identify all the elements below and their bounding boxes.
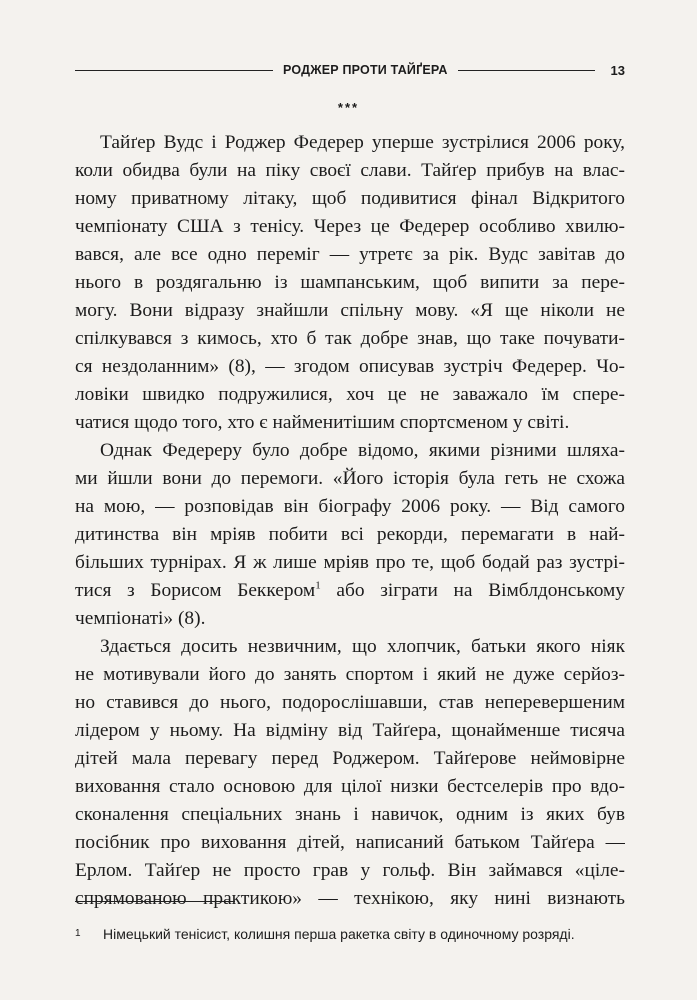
body-line: чемпіонаті» (8).: [75, 608, 206, 629]
running-title: РОДЖЕР ПРОТИ ТАЙҐЕРА: [283, 63, 448, 77]
body-line-text: тися з Борисом Беккером: [75, 580, 316, 601]
body-line: Тайґер Вудс і Роджер Федерер уперше зустрілися 2006 року,: [100, 132, 625, 153]
body-line: на мою, — розповідав він біографу 2006 року. — Від самого: [75, 496, 625, 517]
body-line: ся нездоланним» (8), — згодом описував зустріч Федерер. Чо-: [75, 356, 625, 377]
body-line: більших турнірах. Я ж лише мріяв про те, щоб бодай раз зустрі-: [75, 552, 625, 573]
body-line: спрямованою практикою» — технікою, яку нині визнають: [75, 888, 625, 909]
body-line-with-footnote-ref: [75, 577, 625, 605]
body-line: Ерлом. Тайґер не просто грав у гольф. Він займався «ціле-: [75, 860, 625, 881]
footnote: [75, 924, 625, 944]
body-line: ми йшли вони до перемоги. «Його історія була геть не схожа: [75, 468, 625, 489]
body-line: ному приватному літаку, щоб подивитися фінал Відкритого: [75, 188, 625, 209]
footnote-number: 1: [75, 928, 81, 939]
body-line: виховання стало основою для цілої низки бестселерів про вдо-: [75, 776, 625, 797]
page-number: 13: [610, 62, 625, 78]
body-line: ловіки швидко подружилися, хоч це не заважало їм спере-: [75, 384, 625, 405]
body-line: лідером у ньому. На відміну від Тайґера, щонайменше тисяча: [75, 720, 625, 741]
body-line: посібник про виховання дітей, написаний батьком Тайґера —: [75, 832, 625, 853]
body-line: не мотивували його до занять спортом і який не дуже серйоз-: [75, 664, 625, 685]
body-line: Здається досить незвичним, що хлопчик, батьки якого ніяк: [100, 636, 625, 657]
running-header: [75, 58, 625, 82]
body-line-text-tail: або зіграти на Вімблдонському: [320, 580, 625, 601]
footnote-ref-mark: 1: [315, 579, 321, 592]
body-line: Однак Федереру було добре відомо, якими різними шляха-: [100, 440, 625, 461]
body-line: сконалення спеціальних знань і навичок, одним із яких був: [75, 804, 625, 825]
body-line: коли обидва були на піку своєї слави. Тайґер прибув на влас-: [75, 160, 625, 181]
body-line: но ставився до нього, подорослішавши, став неперевершеним: [75, 692, 625, 713]
body-line: дитинства він мріяв побити всі рекорди, перемагати в най-: [75, 524, 625, 545]
body-line: чемпіонату США з тенісу. Через це Федерер особливо хвилю-: [75, 216, 625, 237]
body-line: дітей мала перевагу перед Роджером. Тайґерове неймовірне: [75, 748, 625, 769]
body-line: спілкувався з кимось, хто б так добре знав, що таке почувати-: [75, 328, 625, 349]
header-rule-right: [458, 70, 595, 71]
header-rule-left: [75, 70, 273, 71]
body-line: вався, але все одно переміг — утретє за рік. Вудс завітав до: [75, 244, 625, 265]
footnote-rule: [75, 901, 235, 902]
body-line: чатися щодо того, хто є найменитішим спортсменом у світі.: [75, 412, 570, 433]
footnote-text: Німецький тенісист, колишня перша ракетка світу в одиночному розряді.: [103, 926, 575, 942]
body-line: могу. Вони відразу знайшли спільну мову. «Я ще ніколи не: [75, 300, 625, 321]
section-separator: ***: [337, 100, 360, 115]
body-line: нього в роздягальню із шампанським, щоб випити за пере-: [75, 272, 625, 293]
